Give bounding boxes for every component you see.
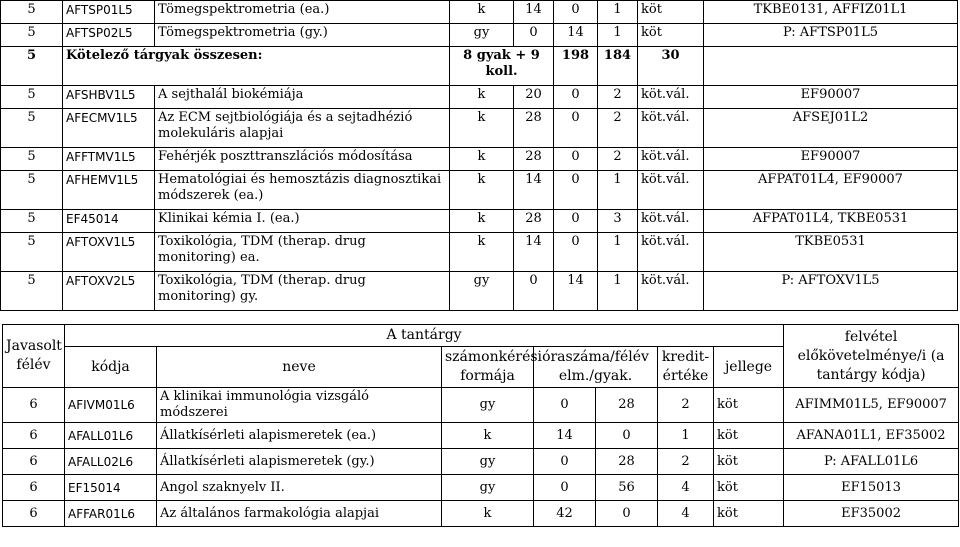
semester-cell: 5 bbox=[1, 86, 63, 109]
nature-cell: köt bbox=[714, 449, 784, 475]
lecture-hours-cell: 28 bbox=[514, 109, 554, 148]
semester-cell: 5 bbox=[1, 47, 63, 86]
exam-type-cell: k bbox=[450, 210, 514, 233]
header-exam-type: számonkérési formája bbox=[442, 347, 534, 388]
semester-cell: 5 bbox=[1, 148, 63, 171]
header-credit: kredit-értéke bbox=[658, 347, 714, 388]
credit-cell: 2 bbox=[658, 388, 714, 423]
prerequisite-cell: P: AFTSP01L5 bbox=[704, 24, 958, 47]
code-cell: AFALL02L6 bbox=[65, 449, 157, 475]
practice-hours-cell: 28 bbox=[596, 449, 658, 475]
credit-cell: 2 bbox=[598, 109, 638, 148]
lecture-hours-cell: 14 bbox=[514, 1, 554, 24]
code-cell: AFHEMV1L5 bbox=[63, 171, 155, 210]
header-subject-group: A tantárgy bbox=[65, 325, 784, 347]
nature-cell: köt.vál. bbox=[638, 109, 704, 148]
code-cell: AFECMV1L5 bbox=[63, 109, 155, 148]
prerequisite-cell: AFANA01L1, EF35002 bbox=[784, 423, 959, 449]
code-cell: AFFAR01L6 bbox=[65, 501, 157, 527]
credit-cell: 4 bbox=[658, 475, 714, 501]
table-row bbox=[3, 449, 959, 475]
nature-cell: köt.vál. bbox=[638, 148, 704, 171]
credit-cell: 1 bbox=[598, 272, 638, 311]
nature-cell: köt bbox=[638, 24, 704, 47]
nature-cell: köt bbox=[714, 388, 784, 423]
practice-hours-cell: 0 bbox=[554, 148, 598, 171]
exam-type-cell: k bbox=[442, 423, 534, 449]
credit-cell: 1 bbox=[658, 423, 714, 449]
name-cell: Állatkísérleti alapismeretek (ea.) bbox=[157, 423, 442, 449]
header-prerequisite: felvétel előkövetelménye/i (a tantárgy kódja) bbox=[784, 325, 959, 388]
lecture-hours-cell: 0 bbox=[534, 388, 596, 423]
credit-cell: 2 bbox=[598, 86, 638, 109]
prerequisite-cell: EF90007 bbox=[704, 86, 958, 109]
semester-cell: 5 bbox=[1, 24, 63, 47]
table-row bbox=[3, 388, 959, 423]
name-cell: Toxikológia, TDM (therap. drug monitoring) ea. bbox=[155, 233, 450, 272]
name-cell: Angol szaknyelv II. bbox=[157, 475, 442, 501]
table-row bbox=[1, 210, 958, 233]
semester-cell: 6 bbox=[3, 423, 65, 449]
prerequisite-cell: EF15013 bbox=[784, 475, 959, 501]
code-cell: AFTOXV1L5 bbox=[63, 233, 155, 272]
code-cell: AFALL01L6 bbox=[65, 423, 157, 449]
nature-cell: köt bbox=[714, 423, 784, 449]
header-semester: Javasolt félév bbox=[3, 325, 65, 388]
practice-hours-cell: 0 bbox=[554, 171, 598, 210]
exam-type-cell: k bbox=[450, 86, 514, 109]
nature-cell: köt.vál. bbox=[638, 272, 704, 311]
lecture-hours-cell: 14 bbox=[514, 171, 554, 210]
name-cell: Tömegspektrometria (gy.) bbox=[155, 24, 450, 47]
table-row bbox=[3, 423, 959, 449]
semester-cell: 5 bbox=[1, 233, 63, 272]
table-row bbox=[3, 501, 959, 527]
name-cell: Klinikai kémia I. (ea.) bbox=[155, 210, 450, 233]
table-row bbox=[1, 171, 958, 210]
table-row bbox=[1, 272, 958, 311]
code-cell: EF45014 bbox=[63, 210, 155, 233]
nature-cell: köt bbox=[714, 501, 784, 527]
table-row bbox=[1, 24, 958, 47]
lecture-hours-cell: 14 bbox=[514, 233, 554, 272]
name-cell: Fehérjék poszttranszlációs módosítása bbox=[155, 148, 450, 171]
credit-cell: 4 bbox=[658, 501, 714, 527]
header-nature: jellege bbox=[714, 347, 784, 388]
credit-cell: 2 bbox=[658, 449, 714, 475]
semester-cell: 5 bbox=[1, 272, 63, 311]
code-cell: AFTOXV2L5 bbox=[63, 272, 155, 311]
table-row bbox=[3, 475, 959, 501]
table-row bbox=[1, 233, 958, 272]
semester-cell: 6 bbox=[3, 501, 65, 527]
nature-cell: köt.vál. bbox=[638, 210, 704, 233]
prerequisite-cell: EF90007 bbox=[704, 148, 958, 171]
prerequisite-cell: EF35002 bbox=[784, 501, 959, 527]
exam-type-cell: k bbox=[450, 233, 514, 272]
prerequisite-cell: P: AFALL01L6 bbox=[784, 449, 959, 475]
exam-type-cell: k bbox=[442, 501, 534, 527]
prerequisite-cell: AFSEJ01L2 bbox=[704, 109, 958, 148]
name-cell: Toxikológia, TDM (therap. drug monitoring) gy. bbox=[155, 272, 450, 311]
name-cell: Állatkísérleti alapismeretek (gy.) bbox=[157, 449, 442, 475]
practice-hours-cell: 14 bbox=[554, 272, 598, 311]
practice-hours-cell: 0 bbox=[554, 210, 598, 233]
lecture-hours-cell: 0 bbox=[534, 449, 596, 475]
practice-hours-cell: 0 bbox=[596, 423, 658, 449]
name-cell: Tömegspektrometria (ea.) bbox=[155, 1, 450, 24]
semester-cell: 5 bbox=[1, 1, 63, 24]
semester-cell: 5 bbox=[1, 210, 63, 233]
credit-cell: 30 bbox=[638, 47, 704, 86]
prerequisite-cell: AFPAT01L4, TKBE0531 bbox=[704, 210, 958, 233]
name-cell: A klinikai immunológia vizsgáló módszerei bbox=[157, 388, 442, 423]
total-label-cell: Kötelező tárgyak összesen: bbox=[63, 47, 450, 86]
practice-hours-cell: 28 bbox=[596, 388, 658, 423]
prerequisite-cell: TKBE0131, AFFIZ01L1 bbox=[704, 1, 958, 24]
practice-hours-cell: 56 bbox=[596, 475, 658, 501]
practice-hours-cell: 0 bbox=[554, 86, 598, 109]
semester-cell: 6 bbox=[3, 449, 65, 475]
lecture-hours-cell: 0 bbox=[514, 24, 554, 47]
practice-hours-cell: 0 bbox=[596, 501, 658, 527]
credit-cell: 2 bbox=[598, 148, 638, 171]
lecture-hours-cell: 28 bbox=[514, 210, 554, 233]
lecture-hours-cell: 0 bbox=[514, 272, 554, 311]
credit-cell: 1 bbox=[598, 233, 638, 272]
practice-hours-cell: 0 bbox=[554, 233, 598, 272]
table-row bbox=[1, 86, 958, 109]
exam-type-cell: k bbox=[450, 1, 514, 24]
lecture-hours-cell: 20 bbox=[514, 86, 554, 109]
nature-cell: köt.vál. bbox=[638, 171, 704, 210]
lecture-hours-cell: 198 bbox=[554, 47, 598, 86]
exam-type-cell: gy bbox=[442, 475, 534, 501]
practice-hours-cell: 14 bbox=[554, 24, 598, 47]
nature-cell: köt.vál. bbox=[638, 233, 704, 272]
table-row bbox=[1, 109, 958, 148]
exam-type-cell: k bbox=[450, 109, 514, 148]
semester-cell: 6 bbox=[3, 388, 65, 423]
name-cell: Az általános farmakológia alapjai bbox=[157, 501, 442, 527]
code-cell: AFFTMV1L5 bbox=[63, 148, 155, 171]
exam-type-cell: gy bbox=[442, 449, 534, 475]
exam-type-cell: k bbox=[450, 148, 514, 171]
practice-hours-cell: 0 bbox=[554, 1, 598, 24]
nature-cell: köt bbox=[638, 1, 704, 24]
prerequisite-cell bbox=[704, 47, 958, 86]
name-cell: Az ECM sejtbiológiája és a sejtadhézió molekuláris alapjai bbox=[155, 109, 450, 148]
credit-cell: 1 bbox=[598, 171, 638, 210]
exam-type-cell: k bbox=[450, 171, 514, 210]
lecture-hours-cell: 28 bbox=[514, 148, 554, 171]
practice-hours-cell: 0 bbox=[554, 109, 598, 148]
name-cell: A sejthalál biokémiája bbox=[155, 86, 450, 109]
lecture-hours-cell: 42 bbox=[534, 501, 596, 527]
nature-cell: köt bbox=[714, 475, 784, 501]
credit-cell: 1 bbox=[598, 1, 638, 24]
credit-cell: 3 bbox=[598, 210, 638, 233]
prerequisite-cell: TKBE0531 bbox=[704, 233, 958, 272]
code-cell: AFSHBV1L5 bbox=[63, 86, 155, 109]
semester-cell: 6 bbox=[3, 475, 65, 501]
header-name: neve bbox=[157, 347, 442, 388]
prerequisite-cell: AFPAT01L4, EF90007 bbox=[704, 171, 958, 210]
code-cell: EF15014 bbox=[65, 475, 157, 501]
header-hours: óraszáma/félév elm./gyak. bbox=[534, 347, 658, 388]
code-cell: AFIVM01L6 bbox=[65, 388, 157, 423]
name-cell: Hematológiai és hemosztázis diagnosztikai módszerek (ea.) bbox=[155, 171, 450, 210]
prerequisite-cell: AFIMM01L5, EF90007 bbox=[784, 388, 959, 423]
table-row bbox=[1, 148, 958, 171]
lecture-hours-cell: 0 bbox=[534, 475, 596, 501]
exam-type-cell: gy bbox=[450, 24, 514, 47]
semester-6-table bbox=[2, 324, 959, 527]
exam-type-cell: gy bbox=[442, 388, 534, 423]
semester-cell: 5 bbox=[1, 109, 63, 148]
header-code: kódja bbox=[65, 347, 157, 388]
code-cell: AFTSP01L5 bbox=[63, 1, 155, 24]
semester-cell: 5 bbox=[1, 171, 63, 210]
exam-type-cell: 8 gyak + 9 koll. bbox=[450, 47, 554, 86]
credit-cell: 1 bbox=[598, 24, 638, 47]
table-row bbox=[1, 47, 958, 86]
lecture-hours-cell: 14 bbox=[534, 423, 596, 449]
practice-hours-cell: 184 bbox=[598, 47, 638, 86]
nature-cell: köt.vál. bbox=[638, 86, 704, 109]
exam-type-cell: gy bbox=[450, 272, 514, 311]
table-row bbox=[1, 1, 958, 24]
code-cell: AFTSP02L5 bbox=[63, 24, 155, 47]
prerequisite-cell: P: AFTOXV1L5 bbox=[704, 272, 958, 311]
